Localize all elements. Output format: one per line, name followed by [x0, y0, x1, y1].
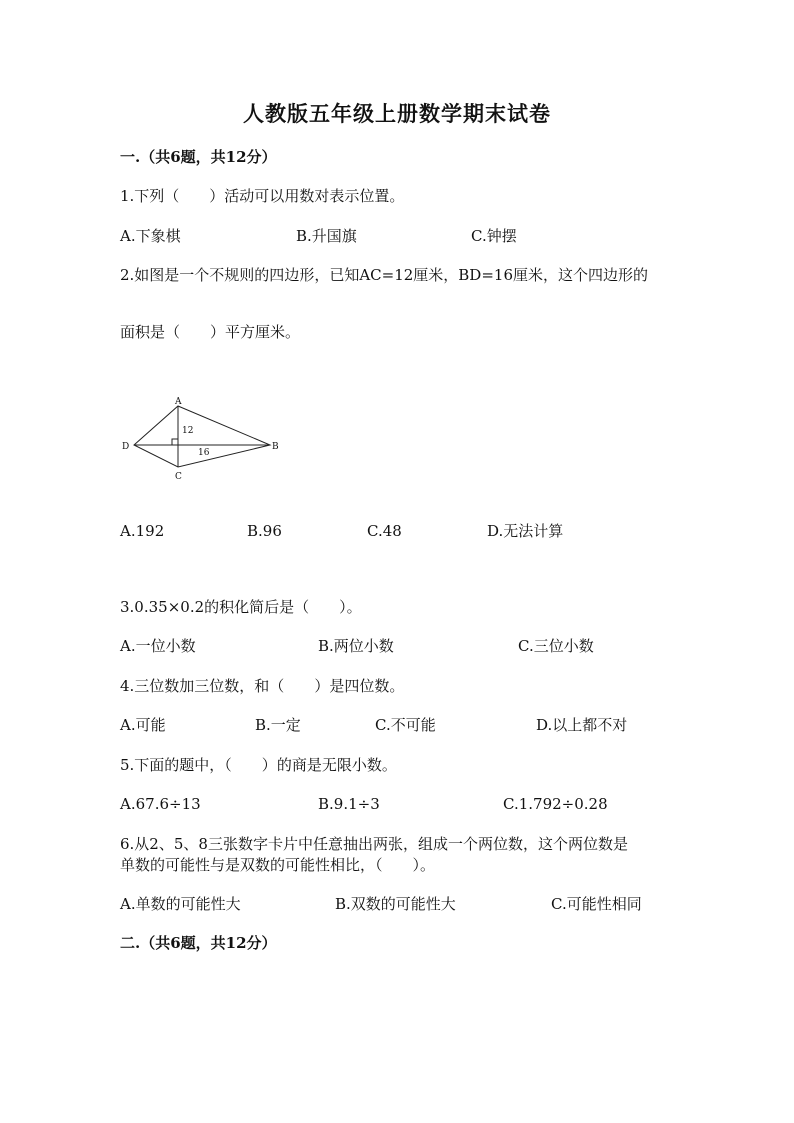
- question-6-text-line2: 单数的可能性与是双数的可能性相比，（ ）。: [120, 856, 436, 874]
- q2-option-c: C.48: [367, 522, 402, 540]
- question-4-text: 4.三位数加三位数，和（ ）是四位数。: [120, 677, 405, 695]
- q6-option-b: B.双数的可能性大: [335, 895, 456, 913]
- vertex-label-d: D: [122, 442, 130, 452]
- q1-option-a: A.下象棋: [120, 227, 181, 245]
- q6-option-c: C.可能性相同: [551, 895, 642, 913]
- q2-option-b: B.96: [247, 522, 282, 540]
- vertex-label-a: A: [175, 397, 182, 407]
- right-angle-mark: [172, 439, 178, 445]
- q6-option-a: A.单数的可能性大: [120, 895, 241, 913]
- q4-option-c: C.不可能: [375, 716, 436, 734]
- question-2-text-line1: 2.如图是一个不规则的四边形，已知AC=12厘米，BD=16厘米，这个四边形的: [120, 266, 648, 284]
- q2-option-a: A.192: [120, 522, 165, 540]
- question-1-text: 1.下列（ ）活动可以用数对表示位置。: [120, 187, 405, 205]
- section-1-heading: 一.（共6题，共12分）: [120, 148, 277, 166]
- question-3-text: 3.0.35×0.2的积化简后是（ ）。: [120, 598, 362, 616]
- q5-option-c: C.1.792÷0.28: [503, 795, 608, 813]
- q4-option-d: D.以上都不对: [536, 716, 628, 734]
- q1-option-b: B.升国旗: [296, 227, 357, 245]
- question-2-text-line2: 面积是（ ）平方厘米。: [120, 323, 301, 341]
- question-5-text: 5.下面的题中，（ ）的商是无限小数。: [120, 756, 397, 774]
- question-6-text-line1: 6.从2、5、8三张数字卡片中任意抽出两张，组成一个两位数，这个两位数是: [120, 835, 628, 853]
- vertex-label-c: C: [175, 472, 182, 482]
- section-2-heading: 二.（共6题，共12分）: [120, 934, 277, 952]
- q5-option-a: A.67.6÷13: [120, 795, 201, 813]
- q4-option-b: B.一定: [255, 716, 301, 734]
- q1-option-c: C.钟摆: [471, 227, 517, 245]
- quadrilateral-figure: [116, 392, 286, 488]
- q2-option-d: D.无法计算: [487, 522, 564, 540]
- page-title: 人教版五年级上册数学期末试卷: [243, 101, 551, 126]
- q3-option-c: C.三位小数: [518, 637, 594, 655]
- q5-option-b: B.9.1÷3: [318, 795, 380, 813]
- vertex-label-b: B: [272, 442, 279, 452]
- q4-option-a: A.可能: [120, 716, 166, 734]
- q3-option-b: B.两位小数: [318, 637, 394, 655]
- q3-option-a: A.一位小数: [120, 637, 196, 655]
- bd-length-label: 16: [198, 448, 210, 458]
- ac-length-label: 12: [182, 426, 194, 436]
